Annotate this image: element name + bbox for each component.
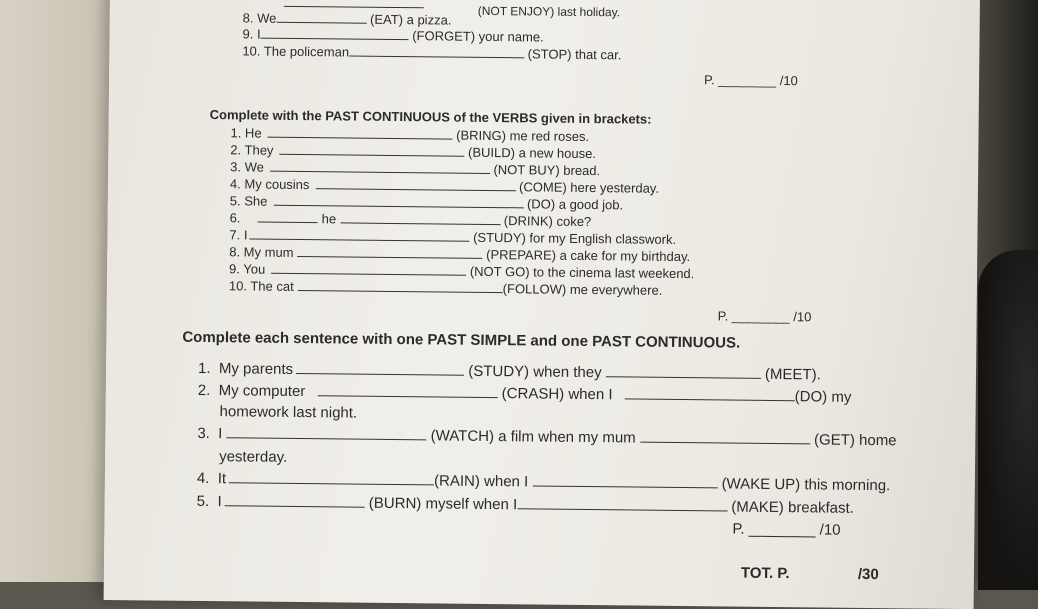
sectionB-item-9: 9. You (NOT GO) to the cinema last weekend. (229, 261, 695, 282)
sectionC-item-5: 5. I (BURN) myself when I (MAKE) breakfast. (196, 492, 854, 517)
worksheet-page (104, 0, 980, 609)
sectionA-item-8: 8. We (EAT) a pizza. (242, 10, 452, 28)
sectionB-item-3: 3. We (NOT BUY) bread. (230, 159, 601, 179)
sectionB-item-1: 1. He (BRING) me red roses. (230, 125, 590, 145)
sectionC-item-3: 3. I (WATCH) a film when my mum (GET) home (197, 424, 897, 450)
sectionB-item-10: 10. The cat (FOLLOW) me everywhere. (228, 278, 663, 298)
sectionB-title: Complete with the PAST CONTINUOUS of the VERBS given in brackets: (209, 107, 652, 127)
sectionA-score: P. ________ /10 (704, 72, 798, 89)
sectionB-score: P. ________ /10 (717, 308, 812, 325)
sectionC-item-2-cont: homework last night. (219, 403, 358, 422)
sectionB-item-4: 4. My cousins (COME) here yesterday. (229, 176, 660, 196)
dark-sleeve (978, 250, 1038, 590)
sectionB-item-7: 7. I (STUDY) for my English classwork. (229, 227, 677, 247)
sectionC-score: P. ________ /10 (732, 520, 841, 539)
sectionC-title: Complete each sentence with one PAST SIMPLE and one PAST CONTINUOUS. (182, 328, 741, 352)
sectionB-item-5: 5. She (DO) a good job. (229, 193, 624, 213)
sectionB-item-6: 6. he (DRINK) coke? (229, 210, 592, 230)
sectionA-item-10: 10. The policeman (STOP) that car. (242, 43, 622, 63)
sectionC-item-4: 4. It (RAIN) when I (WAKE UP) this morning. (196, 469, 891, 495)
sectionB-item-2: 2. They (BUILD) a new house. (230, 142, 597, 162)
total-label: TOT. P. (740, 564, 790, 583)
sectionC-item-3-cont: yesterday. (219, 448, 288, 466)
sectionA-fragment: (NOT ENJOY) last holiday. (477, 3, 621, 20)
sectionB-item-8: 8. My mum (PREPARE) a cake for my birthday. (229, 244, 691, 265)
sectionA-item-9: 9. I (FORGET) your name. (242, 26, 544, 45)
total-value: /30 (857, 565, 879, 584)
sectionC-item-2: 2. My computer (CRASH) when I (DO) my (197, 381, 852, 406)
sectionC-item-1: 1. My parents (STUDY) when they (MEET). (197, 359, 821, 384)
